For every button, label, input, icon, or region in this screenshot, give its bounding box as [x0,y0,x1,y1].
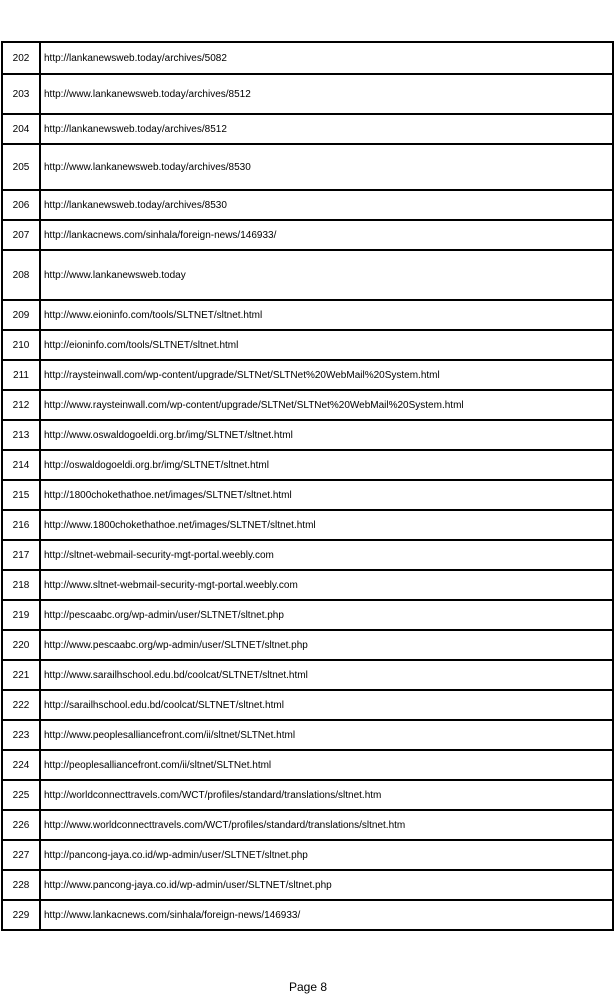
row-number: 209 [2,300,40,330]
row-url: http://www.lankanewsweb.today [40,250,613,300]
row-number: 202 [2,42,40,74]
table-row [2,114,613,144]
page-number: Page 8 [288,980,328,994]
table-row [2,300,613,330]
row-number: 227 [2,840,40,870]
table-row [2,420,613,450]
table-row [2,330,613,360]
row-number: 222 [2,690,40,720]
table-row [2,510,613,540]
table-row [2,220,613,250]
row-url: http://www.pescaabc.org/wp-admin/user/SLTNET/sltnet.php [40,630,613,660]
table-row [2,690,613,720]
table-row [2,840,613,870]
row-number: 214 [2,450,40,480]
url-table-body [2,42,613,930]
row-number: 204 [2,114,40,144]
row-number: 217 [2,540,40,570]
row-url: http://www.raysteinwall.com/wp-content/upgrade/SLTNet/SLTNet%20WebMail%20System.html [40,390,613,420]
table-row [2,810,613,840]
table-row [2,720,613,750]
row-number: 213 [2,420,40,450]
table-row [2,74,613,114]
row-number: 212 [2,390,40,420]
row-number: 207 [2,220,40,250]
table-row [2,450,613,480]
row-number: 221 [2,660,40,690]
table-row [2,480,613,510]
table-row [2,360,613,390]
table-row [2,900,613,930]
table-row [2,630,613,660]
row-url: http://pancong-jaya.co.id/wp-admin/user/SLTNET/sltnet.php [40,840,613,870]
row-url: http://lankanewsweb.today/archives/8530 [40,190,613,220]
table-row [2,750,613,780]
row-url: http://raysteinwall.com/wp-content/upgrade/SLTNet/SLTNet%20WebMail%20System.html [40,360,613,390]
row-url: http://www.1800chokethathoe.net/images/SLTNET/sltnet.html [40,510,613,540]
row-number: 218 [2,570,40,600]
table-row [2,144,613,190]
row-url: http://www.sarailhschool.edu.bd/coolcat/SLTNET/sltnet.html [40,660,613,690]
table-row [2,42,613,74]
row-number: 219 [2,600,40,630]
url-table [1,41,614,931]
table-row [2,600,613,630]
row-url: http://lankacnews.com/sinhala/foreign-news/146933/ [40,220,613,250]
row-number: 224 [2,750,40,780]
row-url: http://www.worldconnecttravels.com/WCT/profiles/standard/translations/sltnet.htm [40,810,613,840]
table-row [2,390,613,420]
row-number: 220 [2,630,40,660]
row-url: http://www.eioninfo.com/tools/SLTNET/sltnet.html [40,300,613,330]
row-url: http://peoplesalliancefront.com/ii/sltnet/SLTNet.html [40,750,613,780]
table-row [2,780,613,810]
row-number: 215 [2,480,40,510]
row-url: http://www.peoplesalliancefront.com/ii/sltnet/SLTNet.html [40,720,613,750]
row-url: http://www.lankanewsweb.today/archives/8512 [40,74,613,114]
row-number: 211 [2,360,40,390]
row-number: 225 [2,780,40,810]
row-url: http://www.sltnet-webmail-security-mgt-portal.weebly.com [40,570,613,600]
row-number: 226 [2,810,40,840]
table-row [2,190,613,220]
row-url: http://www.lankanewsweb.today/archives/8530 [40,144,613,190]
row-url: http://1800chokethathoe.net/images/SLTNET/sltnet.html [40,480,613,510]
row-number: 216 [2,510,40,540]
row-url: http://sltnet-webmail-security-mgt-portal.weebly.com [40,540,613,570]
row-url: http://lankanewsweb.today/archives/8512 [40,114,613,144]
url-table-container [1,41,614,931]
row-url: http://lankanewsweb.today/archives/5082 [40,42,613,74]
row-url: http://www.oswaldogoeldi.org.br/img/SLTNET/sltnet.html [40,420,613,450]
table-row [2,540,613,570]
table-row [2,250,613,300]
row-number: 208 [2,250,40,300]
row-number: 205 [2,144,40,190]
row-number: 223 [2,720,40,750]
table-row [2,570,613,600]
table-row [2,660,613,690]
row-url: http://worldconnecttravels.com/WCT/profiles/standard/translations/sltnet.htm [40,780,613,810]
row-number: 210 [2,330,40,360]
row-url: http://pescaabc.org/wp-admin/user/SLTNET/sltnet.php [40,600,613,630]
row-url: http://oswaldogoeldi.org.br/img/SLTNET/sltnet.html [40,450,613,480]
row-number: 228 [2,870,40,900]
row-number: 203 [2,74,40,114]
row-url: http://eioninfo.com/tools/SLTNET/sltnet.html [40,330,613,360]
row-url: http://www.lankacnews.com/sinhala/foreign-news/146933/ [40,900,613,930]
row-number: 206 [2,190,40,220]
row-url: http://sarailhschool.edu.bd/coolcat/SLTNET/sltnet.html [40,690,613,720]
table-row [2,870,613,900]
row-number: 229 [2,900,40,930]
row-url: http://www.pancong-jaya.co.id/wp-admin/user/SLTNET/sltnet.php [40,870,613,900]
